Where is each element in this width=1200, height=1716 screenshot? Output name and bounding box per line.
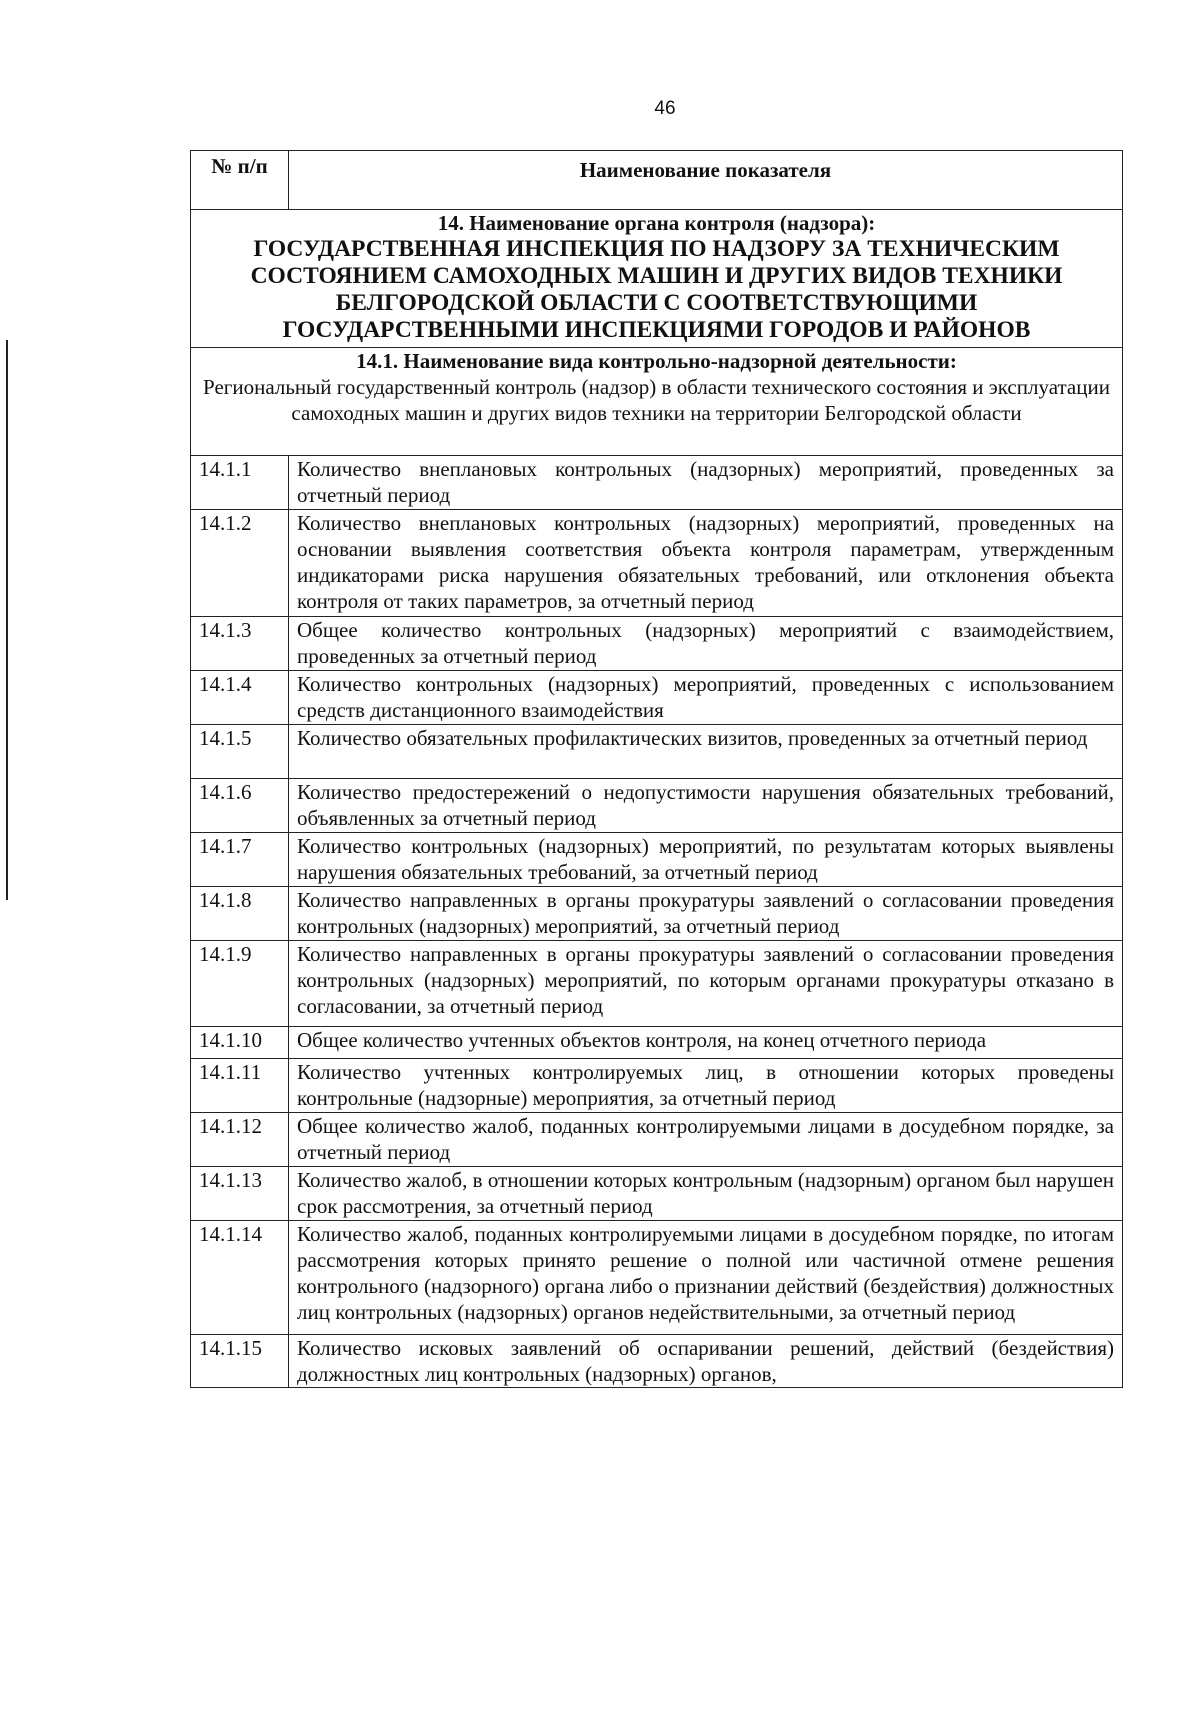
table-row — [191, 1167, 1123, 1221]
table-row — [191, 671, 1123, 725]
indicator-text: Количество учтенных контролируемых лиц, в отношении которых проведены контрольные (надзорные) мероприятия, за отчетный период — [289, 1059, 1123, 1113]
indicator-text: Общее количество жалоб, поданных контролируемыми лицами в досудебном порядке, за отчетный период — [289, 1113, 1123, 1167]
indicator-code: 14.1.15 — [191, 1335, 289, 1388]
indicator-code: 14.1.14 — [191, 1221, 289, 1335]
indicator-text: Количество внеплановых контрольных (надзорных) мероприятий, проведенных за отчетный период — [289, 456, 1123, 510]
indicator-text: Количество направленных в органы прокуратуры заявлений о согласовании проведения контрольных (надзорных) мероприятий, по которым органами прокуратуры отказано в согласовании, за отчетный период — [289, 941, 1123, 1027]
table-row — [191, 941, 1123, 1027]
activity-kind-title: 14.1. Наименование вида контрольно-надзорной деятельности: — [356, 349, 957, 373]
indicators-table — [190, 150, 1123, 1388]
indicator-text: Количество обязательных профилактических визитов, проведенных за отчетный период — [289, 725, 1123, 779]
indicator-code: 14.1.7 — [191, 833, 289, 887]
indicator-code: 14.1.9 — [191, 941, 289, 1027]
organ-name: ГОСУДАРСТВЕННАЯ ИНСПЕКЦИЯ ПО НАДЗОРУ ЗА ТЕХНИЧЕСКИМ СОСТОЯНИЕМ САМОХОДНЫХ МАШИН И ДРУГИХ ВИДОВ ТЕХНИКИ БЕЛГОРОДСКОЙ ОБЛАСТИ С СООТВЕТСТВУЮЩИМИ ГОСУДАРСТВЕННЫМИ ИНСПЕКЦИЯМИ ГОРОДОВ И РАЙОНОВ — [250, 236, 1063, 343]
organ-section-row — [191, 210, 1123, 348]
table-row — [191, 1335, 1123, 1388]
table-header-row — [191, 151, 1123, 210]
organ-section-cell — [191, 210, 1123, 348]
column-header-name: Наименование показателя — [289, 151, 1123, 210]
table-row — [191, 1059, 1123, 1113]
table-row — [191, 456, 1123, 510]
indicator-code: 14.1.8 — [191, 887, 289, 941]
column-header-number: № п/п — [191, 151, 289, 210]
table-row — [191, 617, 1123, 671]
scan-edge-line — [6, 340, 8, 900]
indicator-code: 14.1.1 — [191, 456, 289, 510]
indicator-text: Количество контрольных (надзорных) мероприятий, по результатам которых выявлены нарушения обязательных требований, за отчетный период — [289, 833, 1123, 887]
indicator-code: 14.1.6 — [191, 779, 289, 833]
indicator-code: 14.1.11 — [191, 1059, 289, 1113]
table-row — [191, 1113, 1123, 1167]
table-row — [191, 1221, 1123, 1335]
indicator-text: Количество внеплановых контрольных (надзорных) мероприятий, проведенных на основании выявления соответствия объекта контроля параметрам, утвержденным индикаторами риска нарушения обязательных требований, или отклонения объекта контроля от таких параметров, за отчетный период — [289, 510, 1123, 617]
indicator-code: 14.1.4 — [191, 671, 289, 725]
indicator-text: Общее количество контрольных (надзорных) мероприятий с взаимодействием, проведенных за отчетный период — [289, 617, 1123, 671]
indicator-code: 14.1.5 — [191, 725, 289, 779]
table-row — [191, 887, 1123, 941]
indicator-text: Количество направленных в органы прокуратуры заявлений о согласовании проведения контрольных (надзорных) мероприятий, за отчетный период — [289, 887, 1123, 941]
indicator-text: Количество исковых заявлений об оспаривании решений, действий (бездействия) должностных лиц контрольных (надзорных) органов, — [289, 1335, 1123, 1388]
indicator-code: 14.1.13 — [191, 1167, 289, 1221]
indicator-code: 14.1.10 — [191, 1027, 289, 1059]
indicator-text: Общее количество учтенных объектов контроля, на конец отчетного периода — [289, 1027, 1123, 1059]
activity-kind-row — [191, 348, 1123, 456]
indicator-text: Количество предостережений о недопустимости нарушения обязательных требований, объявленных за отчетный период — [289, 779, 1123, 833]
activity-kind-cell — [191, 348, 1123, 456]
indicator-code: 14.1.3 — [191, 617, 289, 671]
indicator-text: Количество контрольных (надзорных) мероприятий, проведенных с использованием средств дистанционного взаимодействия — [289, 671, 1123, 725]
table-row — [191, 1027, 1123, 1059]
page-number: 46 — [654, 98, 676, 119]
indicator-code: 14.1.2 — [191, 510, 289, 617]
table-row — [191, 833, 1123, 887]
table-row — [191, 510, 1123, 617]
organ-section-title: 14. Наименование органа контроля (надзора): — [437, 211, 876, 235]
table-row — [191, 725, 1123, 779]
activity-kind-name: Региональный государственный контроль (надзор) в области технического состояния и эксплуатации самоходных машин и других видов техники на территории Белгородской области — [203, 375, 1110, 425]
indicator-code: 14.1.12 — [191, 1113, 289, 1167]
indicator-text: Количество жалоб, поданных контролируемыми лицами в досудебном порядке, по итогам рассмотрения которых принято решение о полной или частичной отмене решения контрольного (надзорного) органа либо о признании действий (бездействия) должностных лиц контрольных (надзорных) органов недействительными, за отчетный период — [289, 1221, 1123, 1335]
table-row — [191, 779, 1123, 833]
indicator-text: Количество жалоб, в отношении которых контрольным (надзорным) органом был нарушен срок рассмотрения, за отчетный период — [289, 1167, 1123, 1221]
